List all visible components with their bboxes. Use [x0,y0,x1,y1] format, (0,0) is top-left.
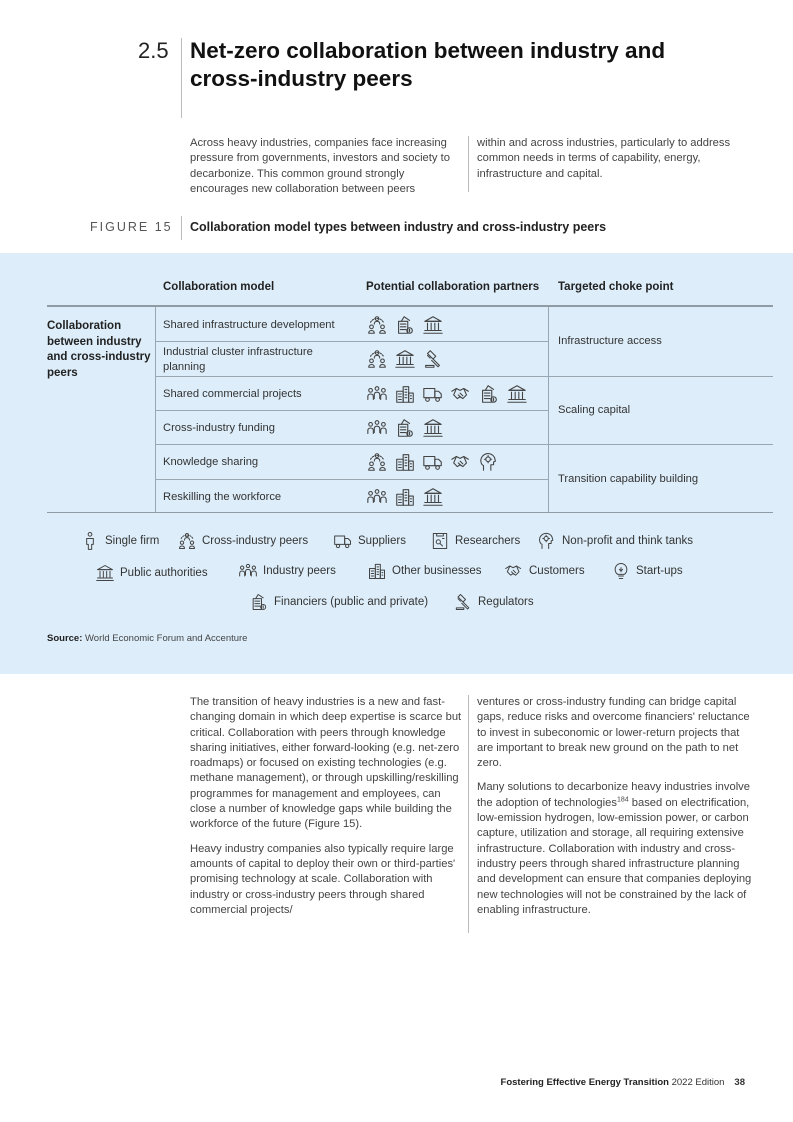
model-reskilling: Reskilling the workforce [163,491,282,503]
legend-researchers: Researchers [430,531,520,551]
public-authorities-icon [422,417,444,439]
partners-row [366,451,500,473]
section-title: Net-zero collaboration between industry and cross-industry peers [190,38,666,91]
partners-row [366,348,444,370]
customers-icon [450,451,472,473]
suppliers-icon [422,383,444,405]
public-authorities-icon [422,314,444,336]
body-paragraph: The transition of heavy industries is a new and fast-changing domain in which deep expertise is scarce but critical. Collaboration with peers through knowledge sharing initiatives, either forward-looking (e.g. net-zero roadmaps) or focused on existing technologies (e.g. methane management), or through upskilling/reskilling programmes for management and employees, can close a number of knowledge gaps while building the workforce of the future (Figure 15). [190,696,462,831]
startups-icon [611,561,631,581]
section-number: 2.5 [138,38,169,63]
financiers-icon [478,383,500,405]
page-number: 38 [734,1077,745,1088]
financiers-icon [394,314,416,336]
source-text: World Economic Forum and Accenture [85,633,248,644]
other-businesses-icon [367,561,387,581]
row-separator [155,444,773,445]
header-collaboration-model: Collaboration model [163,281,275,293]
footer-edition: 2022 Edition [671,1077,725,1088]
public-authorities-icon [95,563,115,583]
partners-row [366,486,444,508]
section-divider [181,38,182,118]
legend-single-firm: Single firm [80,531,159,551]
partners-row [366,383,528,405]
public-authorities-icon [506,383,528,405]
page-footer [501,1077,745,1088]
suppliers-icon [422,451,444,473]
body-paragraph: Heavy industry companies also typically require large amounts of capital to deploy their own or third-parties' promising technology at scale. Collaboration with industry or cross-industry peers through shared commercial projects/ [190,842,456,916]
cross-industry-peers-icon [366,348,388,370]
intro-left: Across heavy industries, companies face increasing pressure from governments, investors and society to decarbonize. This common ground strongly encourages new collaboration between peers [190,137,450,195]
cross-industry-peers-icon [177,531,197,551]
model-cluster-planning: Industrial cluster infrastructure planning [163,346,313,373]
table-bottom-rule [47,512,773,513]
legend-non-profit: Non-profit and think tanks [537,531,693,551]
figure-title: Collaboration model types between industry and cross-industry peers [190,220,607,234]
non-profit-icon [537,531,557,551]
customers-icon [450,383,472,405]
figure-source [47,633,247,644]
legend-industry-peers: Industry peers [238,561,336,581]
industry-peers-icon [366,417,388,439]
body-paragraph: ventures or cross-industry funding can bridge capital gaps, reduce risks and overcome financiers' reluctance to invest in subeconomic or lower-return projects that are important to break new ground on the path to net zero. [477,696,750,770]
legend-suppliers: Suppliers [333,531,406,551]
public-authorities-icon [422,486,444,508]
source-label: Source: [47,633,83,644]
industry-peers-icon [238,561,258,581]
row-group-label: Collaboration between industry and cross-industry peers [47,320,151,379]
partners-row [366,417,444,439]
legend-startups: Start-ups [611,561,683,581]
row-separator [155,479,548,480]
model-shared-infrastructure: Shared infrastructure development [163,319,335,331]
choke-infrastructure-access: Infrastructure access [558,335,662,347]
researchers-icon [430,531,450,551]
intro-right: within and across industries, particularly to address common needs in terms of capability, energy, infrastructure and capital. [477,137,731,180]
table-divider-right [548,307,549,513]
body-column-left [190,695,462,927]
body-paragraph: Many solutions to decarbonize heavy industries involve the adoption of technologies$^{184}$ based on electrification, low-emission hydrogen, low-emission power, or carbon capture, utilization and storage, all requiring extensive infrastructure. Collaboration with industry and cross-industry peers through shared infrastructure planning and development can ensure that companies deploying new technologies will not be constrained by the lack of enabling infrastructure. [477,781,752,916]
row-separator [155,341,548,342]
legend-public-authorities: Public authorities [95,563,208,583]
model-shared-commercial: Shared commercial projects [163,388,302,400]
legend-other-businesses: Other businesses [367,561,482,581]
figure-divider [181,216,182,240]
cross-industry-peers-icon [366,314,388,336]
choke-scaling-capital: Scaling capital [558,404,631,416]
regulators-icon [422,348,444,370]
legend-regulators: Regulators [453,592,534,612]
legend-customers: Customers [504,561,585,581]
header-choke-point: Targeted choke point [558,281,674,293]
intro-divider [468,136,469,192]
suppliers-icon [333,531,353,551]
footnote-ref: 184 [616,796,629,804]
body-column-right [477,695,755,927]
other-businesses-icon [394,486,416,508]
footer-title: Fostering Effective Energy Transition [500,1077,669,1088]
financiers-icon [394,417,416,439]
row-separator [155,410,548,411]
header-partners: Potential collaboration partners [366,281,540,293]
row-separator [155,376,773,377]
financiers-icon [249,592,269,612]
model-knowledge-sharing: Knowledge sharing [163,456,259,468]
industry-peers-icon [366,486,388,508]
figure-label: FIGURE 15 [90,220,173,234]
other-businesses-icon [394,383,416,405]
body-divider [468,695,469,933]
regulators-icon [453,592,473,612]
legend-cross-industry-peers: Cross-industry peers [177,531,308,551]
choke-capability-building: Transition capability building [558,473,699,485]
model-cross-industry-funding: Cross-industry funding [163,422,275,434]
other-businesses-icon [394,451,416,473]
partners-row [366,314,444,336]
public-authorities-icon [394,348,416,370]
cross-industry-peers-icon [366,451,388,473]
customers-icon [504,561,524,581]
legend-financiers: Financiers (public and private) [249,592,428,612]
non-profit-icon [478,451,500,473]
single-firm-icon [80,531,100,551]
industry-peers-icon [366,383,388,405]
